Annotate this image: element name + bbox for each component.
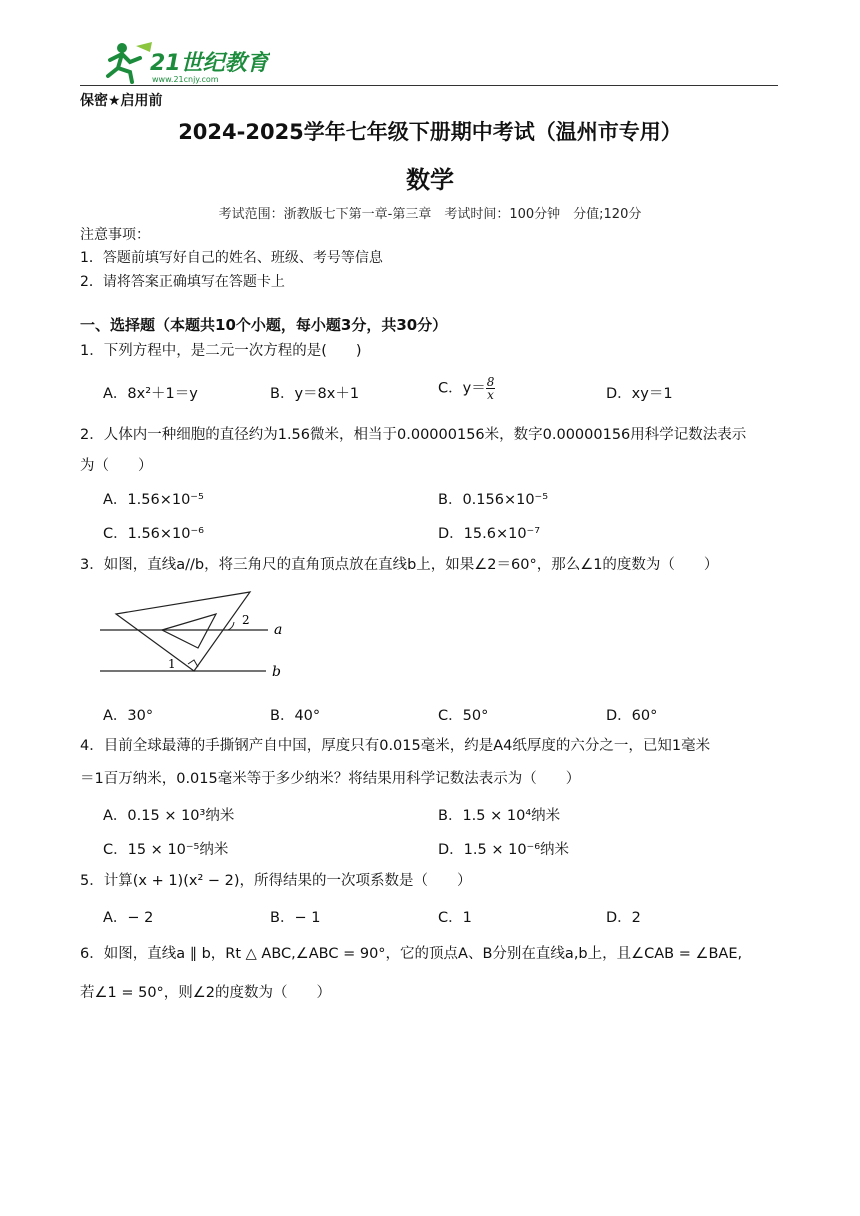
q1-fraction-numerator: 8 (486, 375, 495, 389)
q3-label-b: b (272, 664, 281, 680)
question-3-stem: 3．如图，直线a//b，将三角尺的直角顶点放在直线b上，如果∠2＝60°，那么∠1的度数为（ ） (80, 557, 719, 573)
q3-label-a: a (274, 622, 283, 638)
question-1-stem: 1．下列方程中，是二元一次方程的是( ) (80, 343, 362, 359)
q3-option-c: C．50° (438, 708, 489, 724)
q4-option-d: D．1.5 × 10⁻⁶纳米 (438, 842, 570, 858)
q5-option-d: D．2 (606, 910, 641, 926)
q5-option-c: C．1 (438, 910, 472, 926)
q3-option-a: A．30° (103, 708, 154, 724)
logo-url-text: www.21cnjy.com (152, 75, 219, 84)
note-item-2: 2．请将答案正确填写在答题卡上 (80, 274, 285, 290)
q3-angle-1-label: 1 (168, 657, 176, 671)
q1-fraction-denominator: x (487, 388, 494, 402)
header-divider (80, 85, 778, 86)
q3-option-b: B．40° (270, 708, 321, 724)
q1-option-d: D．xy＝1 (606, 386, 673, 402)
q2-option-c: C．1.56×10⁻⁶ (103, 526, 204, 542)
runner-logo-icon (100, 40, 270, 84)
exam-info: 考试范围：浙教版七下第一章-第三章 考试时间：100分钟 分值;120分 (218, 207, 642, 222)
notes-heading: 注意事项： (80, 227, 150, 243)
q1-option-b: B．y＝8x＋1 (270, 386, 360, 402)
q3-figure (98, 588, 298, 684)
question-2-stem-line1: 2．人体内一种细胞的直径约为1.56微米，相当于0.00000156米，数字0.00000156用科学记数法表示 (80, 427, 747, 443)
brand-logo (100, 40, 270, 84)
q2-option-a: A．1.56×10⁻⁵ (103, 492, 204, 508)
question-4-stem-line2: ＝1百万纳米，0.015毫米等于多少纳米？将结果用科学记数法表示为（ ） (80, 771, 581, 787)
secret-label: 保密★启用前 (80, 93, 163, 109)
q3-option-d: D．60° (606, 708, 658, 724)
q4-option-b: B．1.5 × 10⁴纳米 (438, 808, 561, 824)
q1-fraction (486, 376, 496, 401)
q2-option-d: D．15.6×10⁻⁷ (438, 526, 541, 542)
question-6-stem-line1: 6．如图，直线a ∥ b，Rt △ ABC,∠ABC = 90°，它的顶点A、B分别在直线a,b上，且∠CAB = ∠BAE, (80, 946, 743, 962)
q4-option-a: A．0.15 × 10³纳米 (103, 808, 235, 824)
exam-title: 2024-2025学年七年级下册期中考试（温州市专用） (178, 120, 682, 144)
question-2-stem-line2: 为（ ） (80, 458, 153, 474)
note-item-1: 1．答题前填写好自己的姓名、班级、考号等信息 (80, 250, 383, 266)
q1-option-a: A．8x²＋1＝y (103, 386, 198, 402)
question-4-stem-line1: 4．目前全球最薄的手撕钢产自中国，厚度只有0.015毫米，约是A4纸厚度的六分之一，已知1毫米 (80, 738, 711, 754)
q4-option-c: C．15 × 10⁻⁵纳米 (103, 842, 229, 858)
q1-option-c-prefix: C．y＝ (438, 380, 486, 397)
q3-angle-2-label: 2 (242, 613, 250, 627)
q5-option-b: B．− 1 (270, 910, 321, 926)
logo-text: 21世纪教育 (150, 51, 269, 76)
q5-option-a: A．− 2 (103, 910, 154, 926)
question-6-stem-line2: 若∠1 = 50°，则∠2的度数为（ ） (80, 985, 332, 1001)
section-heading-choice: 一、选择题（本题共10个小题，每小题3分，共30分） (80, 316, 448, 334)
exam-subject: 数学 (406, 166, 454, 194)
q2-option-b: B．0.156×10⁻⁵ (438, 492, 549, 508)
question-5-stem: 5．计算(x + 1)(x² − 2)，所得结果的一次项系数是（ ） (80, 873, 472, 889)
q1-option-c (438, 376, 495, 401)
q3-parallel-lines-diagram (98, 588, 298, 684)
